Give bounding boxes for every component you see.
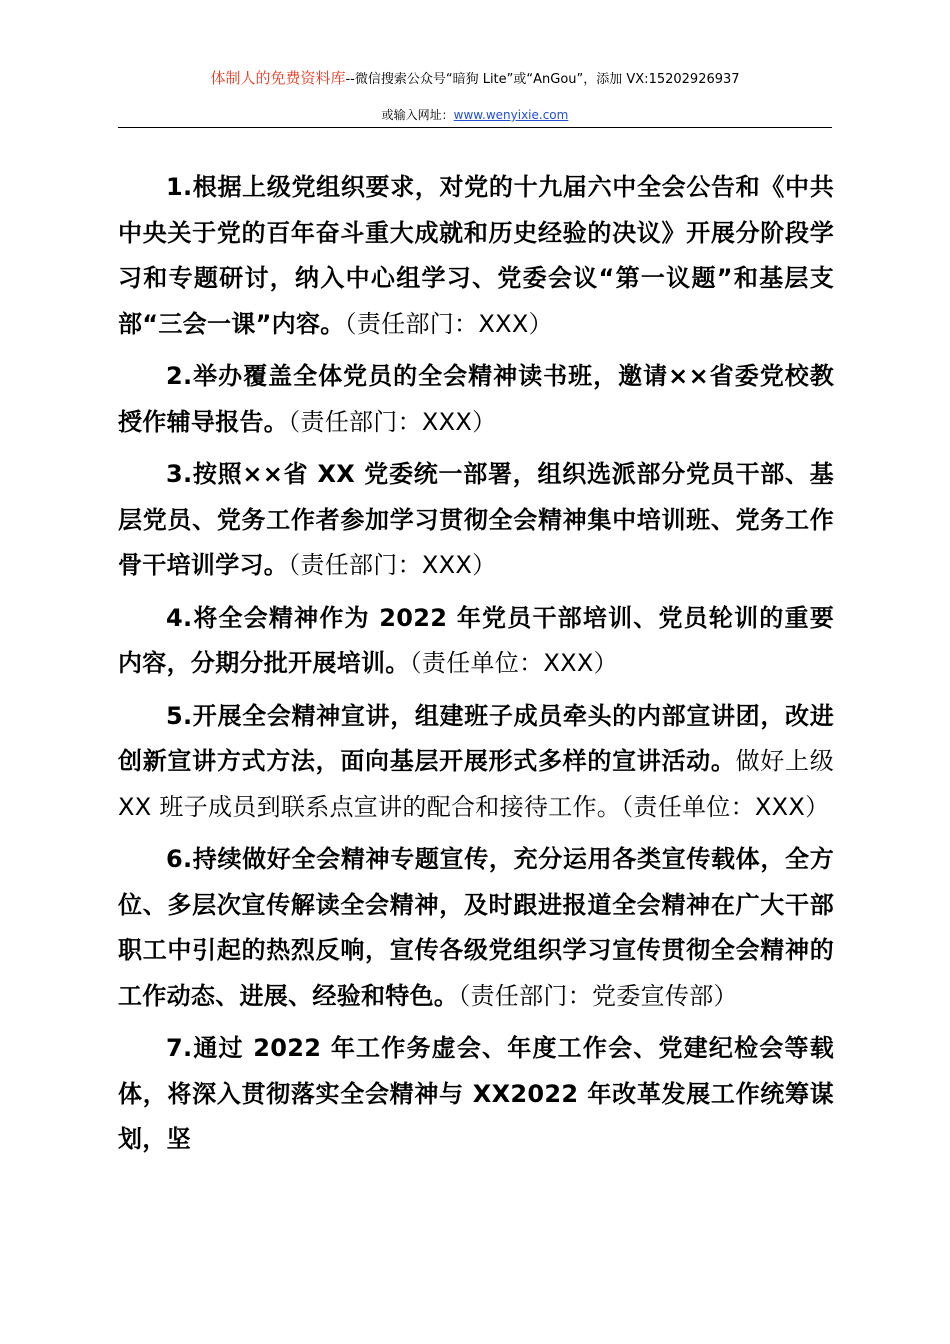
- page-header: [118, 0, 832, 128]
- list-item-7: [118, 1026, 834, 1163]
- item-4-main-text: 4.将全会精神作为 2022 年党员干部培训、党员轮训的重要内容，分期分批开展培训。: [118, 603, 834, 677]
- list-item-6: [118, 837, 834, 1019]
- item-5-additional-text: 做好上级 XX 班子成员到联系点宣讲的配合和接待工作。（责任单位：XXX）: [118, 747, 835, 821]
- item-3-responsible-unit: （责任部门：XXX）: [288, 551, 497, 579]
- item-7-main-text: 7.通过 2022 年工作务虚会、年度工作会、党建纪检会等载体，将深入贯彻落实全会精神与 XX2022 年改革发展工作统筹谋划，坚: [118, 1034, 834, 1153]
- header-url-link[interactable]: www.wenyixie.com: [453, 108, 569, 122]
- item-5-main-text: 5.开展全会精神宣讲，组建班子成员牵头的内部宣讲团，改进创新宣讲方式方法，面向基层开展形式多样的宣讲活动。: [118, 701, 834, 775]
- item-2-main-text: 2.举办覆盖全体党员的全会精神读书班，邀请××省委党校教授作辅导报告。: [118, 362, 834, 436]
- header-url-prefix: 或输入网址：: [381, 108, 454, 122]
- header-promo-text: --微信搜索公众号“暗狗 Lite”或“AnGou”，添加 VX:15202926937: [345, 72, 740, 87]
- list-item-4: [118, 596, 834, 687]
- list-item-1: [118, 165, 834, 347]
- header-url-line: [118, 106, 832, 124]
- header-promo-line: [118, 68, 832, 90]
- item-4-responsible-unit: （责任单位：XXX）: [409, 649, 618, 677]
- item-3-main-text: 3.按照××省 XX 党委统一部署，组织选派部分党员干部、基层党员、党务工作者参加学习贯彻全会精神集中培训班、党务工作骨干培训学习。: [118, 460, 834, 579]
- list-item-3: [118, 452, 834, 589]
- document-body: [118, 165, 834, 1170]
- item-6-responsible-unit: （责任部门：党委宣传部）: [458, 981, 738, 1010]
- item-1-main-text: 1.根据上级党组织要求，对党的十九届六中全会公告和《中共中央关于党的百年奋斗重大成就和历史经验的决议》开展分阶段学习和专题研讨，纳入中心组学习、党委会议“第一议题”和基层支部“三会一课”内容。: [118, 173, 834, 338]
- list-item-2: [118, 354, 834, 445]
- item-2-responsible-unit: （责任部门：XXX）: [288, 407, 497, 436]
- item-6-main-text: 6.持续做好全会精神专题宣传，充分运用各类宣传载体，全方位、多层次宣传解读全会精神，及时跟进报道全会精神在广大干部职工中引起的热烈反响，宣传各级党组织学习宣传贯彻全会精神的工作动态、进展、经验和特色。: [118, 845, 834, 1010]
- item-1-responsible-unit: （责任部门：XXX）: [344, 309, 553, 338]
- list-item-5: [118, 694, 834, 831]
- header-brand: 体制人的免费资料库: [210, 69, 346, 87]
